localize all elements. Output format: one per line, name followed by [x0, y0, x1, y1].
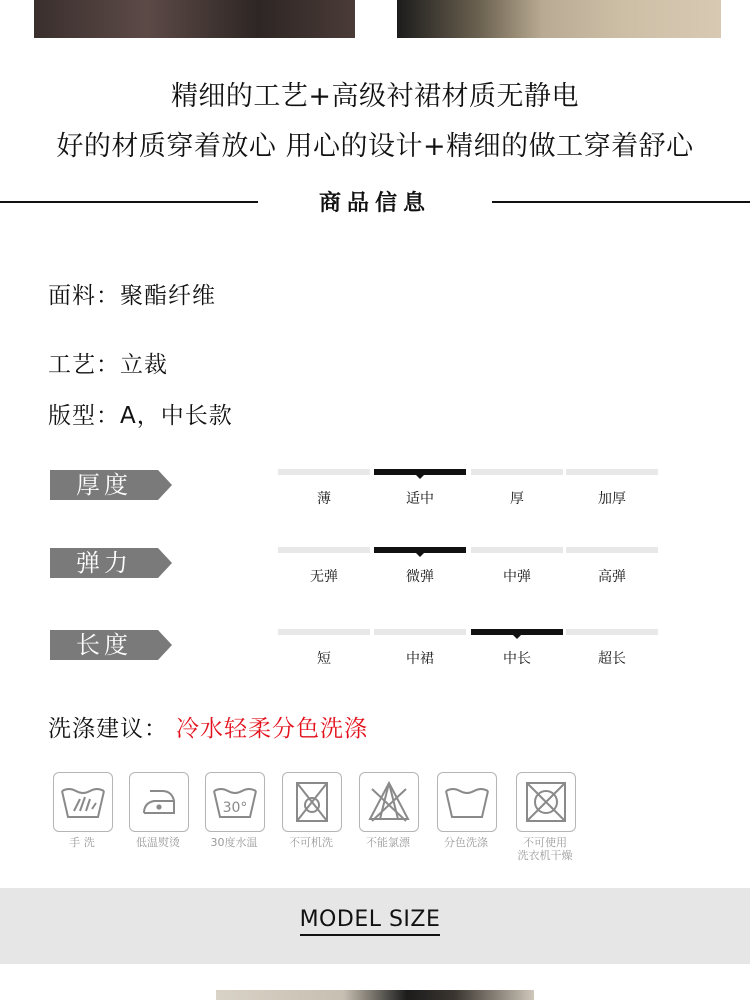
- rating-name: 弹力: [50, 548, 158, 578]
- attribute-label: 工艺：: [48, 352, 120, 378]
- rating-option-label: 中弹: [503, 569, 531, 585]
- wash-30-icon: [205, 772, 265, 832]
- tagline-line1: 精细的工艺+高级衬裙材质无静电: [170, 81, 580, 112]
- care-label-wash-30: 30度水温: [210, 836, 258, 849]
- rating-option-label: 超长: [598, 651, 626, 667]
- rating-bar: [566, 629, 658, 635]
- product-photo-right: [397, 0, 721, 38]
- care-label-hand-wash: 手 洗: [69, 836, 95, 849]
- rating-name: 厚度: [50, 470, 158, 500]
- hand-wash-icon: [53, 772, 113, 832]
- product-photo-bottom: [216, 990, 534, 1000]
- rating-bar: [278, 629, 370, 635]
- no-tumble-dry-icon: [516, 772, 576, 832]
- no-machine-wash-icon: [282, 772, 342, 832]
- rating-bar: [374, 629, 466, 635]
- attribute-label: 面料：: [48, 283, 120, 309]
- rating-option-label: 厚: [510, 491, 524, 507]
- rating-bar: [471, 547, 563, 553]
- model-size-text: MODEL SIZE: [300, 907, 441, 936]
- rating-bar-selected: [374, 469, 466, 475]
- rating-option-label: 加厚: [598, 491, 626, 507]
- rating-name: 长度: [50, 630, 158, 660]
- rating-bar: [471, 469, 563, 475]
- model-size-title: [0, 907, 740, 932]
- rating-option-label: 微弹: [406, 569, 434, 585]
- rating-option-label: 高弹: [598, 569, 626, 585]
- rating-bar-selected: [374, 547, 466, 553]
- product-photo-left: [34, 0, 355, 38]
- rating-option-label: 薄: [317, 491, 331, 507]
- no-bleach-icon: [359, 772, 419, 832]
- care-label-separate-wash: 分色洗涤: [444, 836, 488, 849]
- care-label-low-iron: 低温熨烫: [136, 836, 180, 849]
- rating-option-label: 中裙: [406, 651, 434, 667]
- care-label-no-bleach: 不能氯漂: [366, 836, 410, 849]
- attribute-value: 立裁: [120, 352, 168, 378]
- rating-bar: [278, 547, 370, 553]
- low-iron-icon: [129, 772, 189, 832]
- attribute-label: 版型：: [48, 403, 120, 429]
- rating-option-label: 短: [317, 651, 331, 667]
- divider-left: [0, 201, 258, 203]
- care-label-no-tumble-dry: 不可使用 洗衣机干燥: [517, 836, 573, 862]
- separate-wash-icon: [437, 772, 497, 832]
- rating-option-label: 适中: [406, 491, 434, 507]
- rating-bar-selected: [471, 629, 563, 635]
- rating-bar: [566, 469, 658, 475]
- wash-temperature-number: 30°: [222, 800, 248, 816]
- attribute-value: A，中长款: [120, 403, 233, 429]
- rating-option-label: 无弹: [310, 569, 338, 585]
- care-label-no-machine-wash: 不可机洗: [289, 836, 333, 849]
- rating-bar: [278, 469, 370, 475]
- rating-bar: [566, 547, 658, 553]
- attribute-value: 聚酯纤维: [120, 283, 216, 309]
- wash-advice-label: 洗涤建议：: [48, 716, 168, 742]
- rating-option-label: 中长: [503, 651, 531, 667]
- divider-right: [492, 201, 750, 203]
- attribute-fit: [48, 397, 233, 430]
- attribute-craft: [48, 346, 168, 379]
- section-title: 商品信息: [318, 191, 431, 216]
- attribute-fabric: [48, 277, 216, 310]
- wash-advice-value: 冷水轻柔分色洗涤: [176, 716, 368, 742]
- tagline-line2: 好的材质穿着放心 用心的设计+精细的做工穿着舒心: [56, 131, 694, 162]
